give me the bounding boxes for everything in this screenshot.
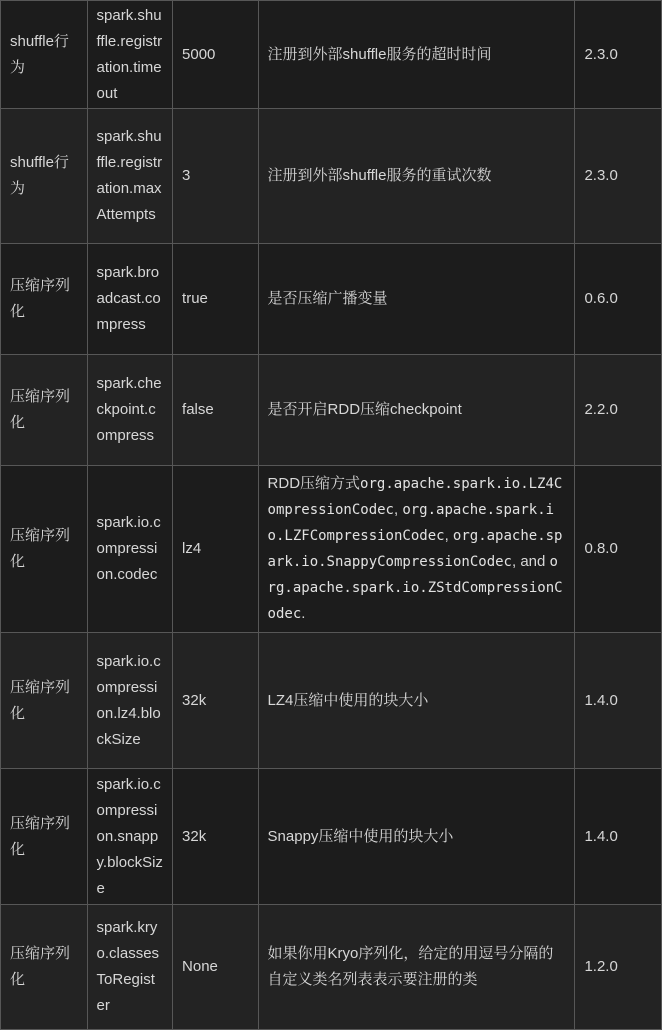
since-version-cell: 0.8.0 (575, 466, 662, 633)
table-row (1, 466, 662, 633)
category-cell: 压缩序列化 (1, 355, 88, 466)
config-table-body (1, 1, 662, 1030)
since-version-cell: 2.2.0 (575, 355, 662, 466)
table-row (1, 109, 662, 244)
property-name-cell: spark.io.compression.codec (87, 466, 173, 633)
description-cell: Snappy压缩中使用的块大小 (258, 769, 575, 905)
property-name-cell: spark.broadcast.compress (87, 244, 173, 355)
table-row (1, 1, 662, 109)
property-name-cell: spark.shuffle.registration.timeout (87, 1, 173, 109)
since-version-cell: 0.6.0 (575, 244, 662, 355)
default-value-cell: 5000 (173, 1, 259, 109)
default-value-cell: lz4 (173, 466, 259, 633)
category-cell: 压缩序列化 (1, 905, 88, 1030)
description-cell: 是否压缩广播变量 (258, 244, 575, 355)
codec-class-name: org.apache.spark.io.LZ4CompressionCodec (267, 476, 563, 518)
since-version-cell: 2.3.0 (575, 109, 662, 244)
table-row (1, 355, 662, 466)
codec-class-name: org.apache.spark.io.ZStdCompressionCodec (267, 554, 563, 622)
category-cell: shuffle行为 (1, 109, 88, 244)
description-text: RDD压缩方式 (267, 475, 361, 492)
property-name-cell: spark.shuffle.registration.maxAttempts (87, 109, 173, 244)
default-value-cell: 32k (173, 633, 259, 769)
default-value-cell: 32k (173, 769, 259, 905)
category-cell: 压缩序列化 (1, 769, 88, 905)
description-text: , and (511, 553, 550, 570)
description-cell: 是否开启RDD压缩checkpoint (258, 355, 575, 466)
default-value-cell: false (173, 355, 259, 466)
description-text: . (301, 605, 306, 622)
since-version-cell: 1.2.0 (575, 905, 662, 1030)
since-version-cell: 1.4.0 (575, 633, 662, 769)
default-value-cell: 3 (173, 109, 259, 244)
description-cell (258, 466, 575, 633)
property-name-cell: spark.checkpoint.compress (87, 355, 173, 466)
codec-class-name: org.apache.spark.io.LZFCompressionCodec (267, 502, 555, 544)
table-row (1, 633, 662, 769)
since-version-cell: 2.3.0 (575, 1, 662, 109)
table-row (1, 244, 662, 355)
category-cell: 压缩序列化 (1, 633, 88, 769)
codec-class-name: org.apache.spark.io.SnappyCompressionCodec (267, 528, 563, 570)
description-text: , (393, 501, 403, 518)
category-cell: shuffle行为 (1, 1, 88, 109)
since-version-cell: 1.4.0 (575, 769, 662, 905)
default-value-cell: None (173, 905, 259, 1030)
table-row (1, 769, 662, 905)
table-row (1, 905, 662, 1030)
property-name-cell: spark.io.compression.snappy.blockSize (87, 769, 173, 905)
description-cell: LZ4压缩中使用的块大小 (258, 633, 575, 769)
description-text: , (444, 527, 453, 544)
description-cell: 如果你用Kryo序列化，给定的用逗号分隔的自定义类名列表表示要注册的类 (258, 905, 575, 1030)
property-name-cell: spark.io.compression.lz4.blockSize (87, 633, 173, 769)
property-name-cell: spark.kryo.classesToRegister (87, 905, 173, 1030)
description-cell: 注册到外部shuffle服务的超时时间 (258, 1, 575, 109)
category-cell: 压缩序列化 (1, 244, 88, 355)
description-cell: 注册到外部shuffle服务的重试次数 (258, 109, 575, 244)
default-value-cell: true (173, 244, 259, 355)
category-cell: 压缩序列化 (1, 466, 88, 633)
